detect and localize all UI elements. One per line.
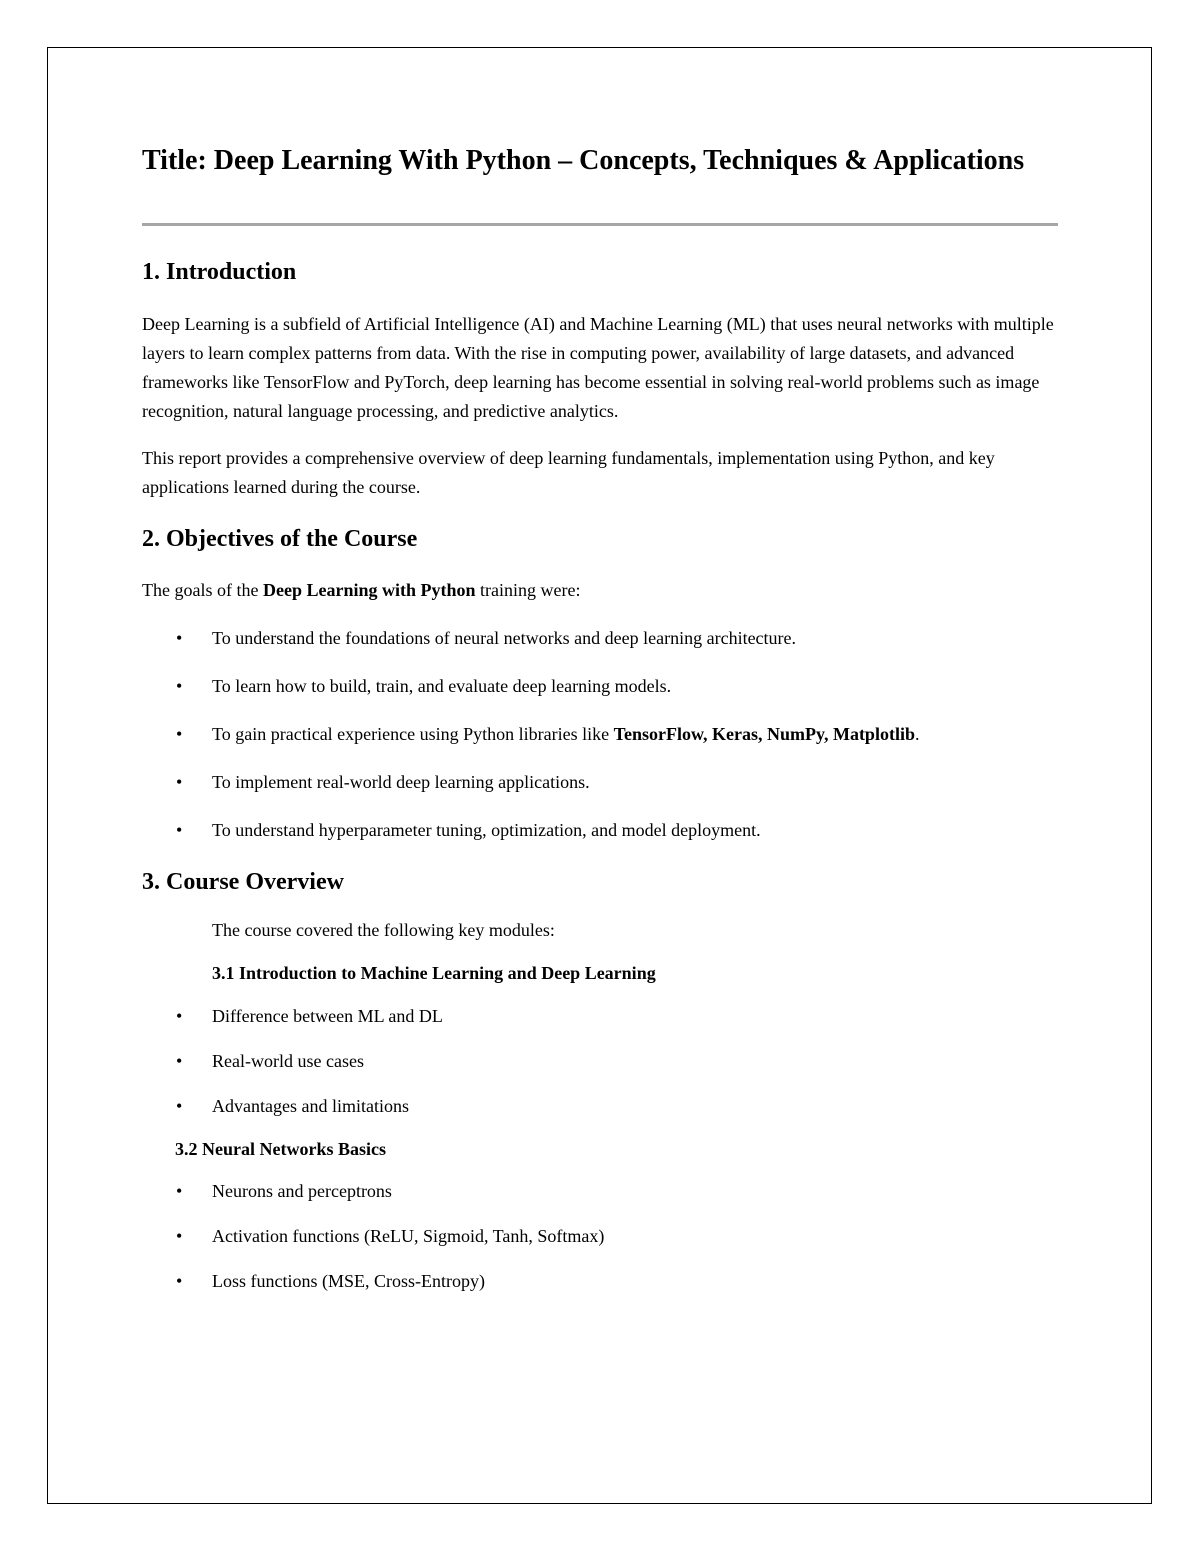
intro-paragraph-1: Deep Learning is a subfield of Artificial Intelligence (AI) and Machine Learning (ML) that uses neural networks with multiple layers to learn complex patterns from data. With the rise in computing power, availability of large datasets, and advanced frameworks like TensorFlow and PyTorch, deep learning has become essential in solving real-world problems such as image recognition, natural language processing, and predictive analytics. — [142, 314, 1054, 421]
list-item-end: . — [914, 724, 920, 744]
section-heading-introduction: 1. Introduction — [142, 259, 297, 285]
document-body — [142, 140, 1062, 1293]
library-names: TensorFlow, Keras, NumPy, Matplotlib — [613, 724, 915, 744]
list-item-text: To gain practical experience using Python libraries like — [212, 724, 614, 744]
list-item: • Loss functions (MSE, Cross-Entropy) — [142, 1269, 1062, 1293]
intro-paragraph-2: This report provides a comprehensive overview of deep learning fundamentals, implementation using Python, and key applications learned during the course. — [142, 448, 995, 497]
objectives-lead-pre: The goals of the — [142, 580, 263, 600]
list-item: • Advantages and limitations — [142, 1094, 1062, 1118]
list-item: • To learn how to build, train, and evaluate deep learning models. — [142, 674, 1062, 698]
list-item: • Neurons and perceptrons — [142, 1179, 1062, 1203]
objectives-list — [142, 626, 1062, 842]
objectives-lead-course-name: Deep Learning with Python — [262, 580, 476, 600]
list-item: • To understand hyperparameter tuning, optimization, and model deployment. — [142, 818, 1062, 842]
document-title: Title: Deep Learning With Python – Concepts, Techniques & Applications — [142, 145, 1025, 176]
subsection-heading-3-2: 3.2 Neural Networks Basics — [175, 1139, 386, 1159]
list-item: • Activation functions (ReLU, Sigmoid, Tanh, Softmax) — [142, 1224, 1062, 1248]
list-item: • To understand the foundations of neural networks and deep learning architecture. — [142, 626, 1062, 650]
title-divider — [142, 223, 1058, 226]
list-item: • Real-world use cases — [142, 1049, 1062, 1073]
objectives-lead-post: training were: — [475, 580, 581, 600]
list-item: • Difference between ML and DL — [142, 1004, 1062, 1028]
overview-lead: The course covered the following key modules: — [212, 920, 555, 940]
section-heading-course-overview: 3. Course Overview — [142, 869, 344, 895]
list-item: • To implement real-world deep learning applications. — [142, 770, 1062, 794]
subsection-heading-3-1: 3.1 Introduction to Machine Learning and Deep Learning — [212, 963, 656, 983]
module-3-2-list — [142, 1179, 1062, 1293]
list-item — [142, 722, 1062, 746]
section-heading-objectives: 2. Objectives of the Course — [142, 526, 418, 552]
module-3-1-list — [142, 1004, 1062, 1118]
objectives-lead — [142, 576, 1062, 605]
